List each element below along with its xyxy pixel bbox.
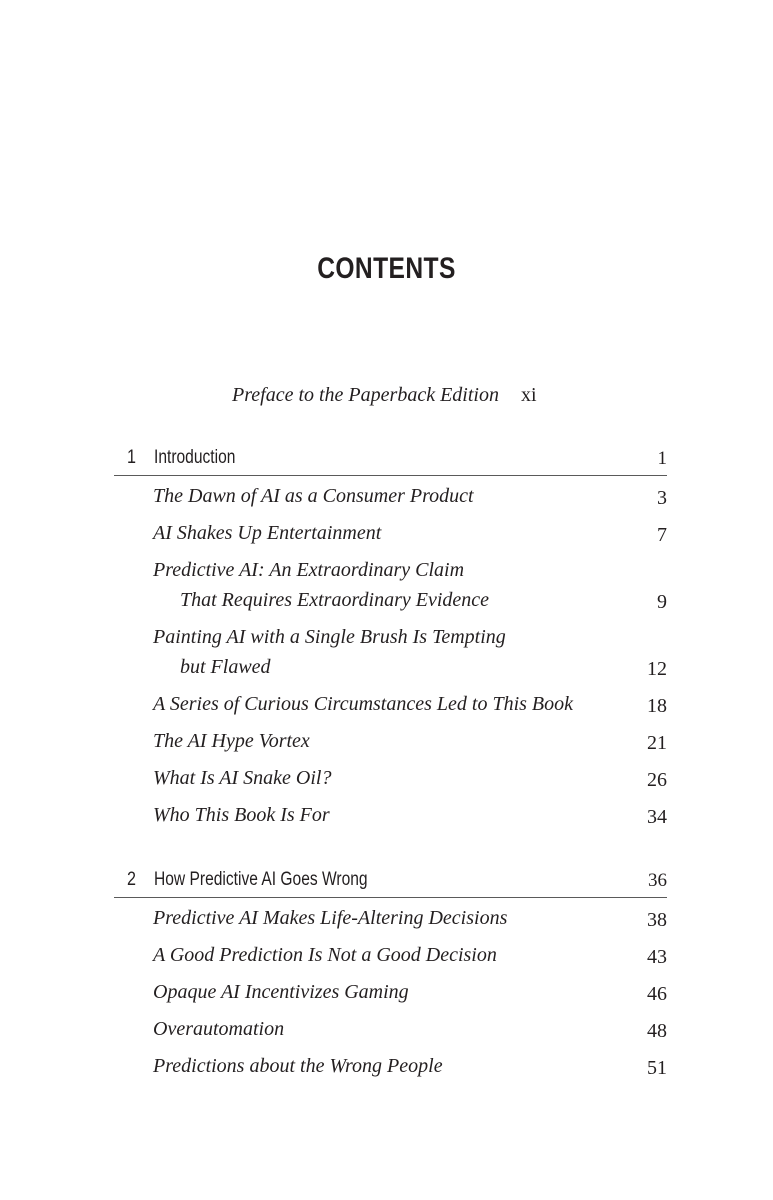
chapter-heading <box>114 444 667 476</box>
section-page: 46 <box>647 983 667 1005</box>
section-entry <box>114 1051 667 1081</box>
section-page: 51 <box>647 1057 667 1079</box>
chapter-title: Introduction <box>154 447 236 468</box>
section-title: A Good Prediction Is Not a Good Decision <box>153 944 497 966</box>
chapter-1 <box>114 444 667 830</box>
section-page: 3 <box>657 487 667 509</box>
section-entry <box>114 726 667 756</box>
section-title: A Series of Curious Circumstances Led to This Book <box>153 693 573 715</box>
preface-title: Preface to the Paperback Edition <box>232 384 499 406</box>
section-title-continuation: but Flawed <box>180 656 271 678</box>
chapter-number: 1 <box>127 447 136 468</box>
section-page: 43 <box>647 946 667 968</box>
section-entry <box>114 1014 667 1044</box>
section-title: Who This Book Is For <box>153 804 330 826</box>
section-entry <box>114 800 667 830</box>
section-entry <box>114 555 667 615</box>
section-title: The Dawn of AI as a Consumer Product <box>153 485 474 507</box>
section-title: What Is AI Snake Oil? <box>153 767 332 789</box>
section-page: 18 <box>647 695 667 717</box>
section-entry <box>114 622 667 682</box>
section-page: 48 <box>647 1020 667 1042</box>
section-list <box>114 903 667 1081</box>
chapter-page: 36 <box>648 870 667 891</box>
section-title-continuation: That Requires Extraordinary Evidence <box>180 589 490 611</box>
section-title: Predictions about the Wrong People <box>153 1055 443 1077</box>
section-title: Predictive AI Makes Life-Altering Decisions <box>153 907 508 929</box>
section-title: Overautomation <box>153 1018 285 1040</box>
section-entry <box>114 903 667 933</box>
section-page: 7 <box>657 524 667 546</box>
chapter-2 <box>114 866 667 1081</box>
chapter-number: 2 <box>127 869 136 890</box>
section-page: 12 <box>647 658 667 680</box>
section-title: The AI Hype Vortex <box>153 730 310 752</box>
section-page: 38 <box>647 909 667 931</box>
section-entry <box>114 940 667 970</box>
section-title: Painting AI with a Single Brush Is Tempting <box>153 626 506 648</box>
page-title: CONTENTS <box>317 252 456 285</box>
section-list <box>114 481 667 830</box>
section-page: 34 <box>647 806 667 828</box>
section-entry <box>114 481 667 511</box>
section-page: 9 <box>657 591 667 613</box>
preface-entry <box>232 384 537 407</box>
preface-page: xi <box>520 384 537 406</box>
section-title: AI Shakes Up Entertainment <box>153 522 382 544</box>
section-title: Opaque AI Incentivizes Gaming <box>153 981 409 1003</box>
chapter-heading <box>114 866 667 898</box>
section-entry <box>114 977 667 1007</box>
section-entry <box>114 518 667 548</box>
chapter-title: How Predictive AI Goes Wrong <box>154 869 368 890</box>
section-page: 21 <box>647 732 667 754</box>
chapter-page: 1 <box>657 448 667 469</box>
section-title: Predictive AI: An Extraordinary Claim <box>153 559 465 581</box>
section-page: 26 <box>647 769 667 791</box>
section-entry <box>114 763 667 793</box>
section-entry <box>114 689 667 719</box>
